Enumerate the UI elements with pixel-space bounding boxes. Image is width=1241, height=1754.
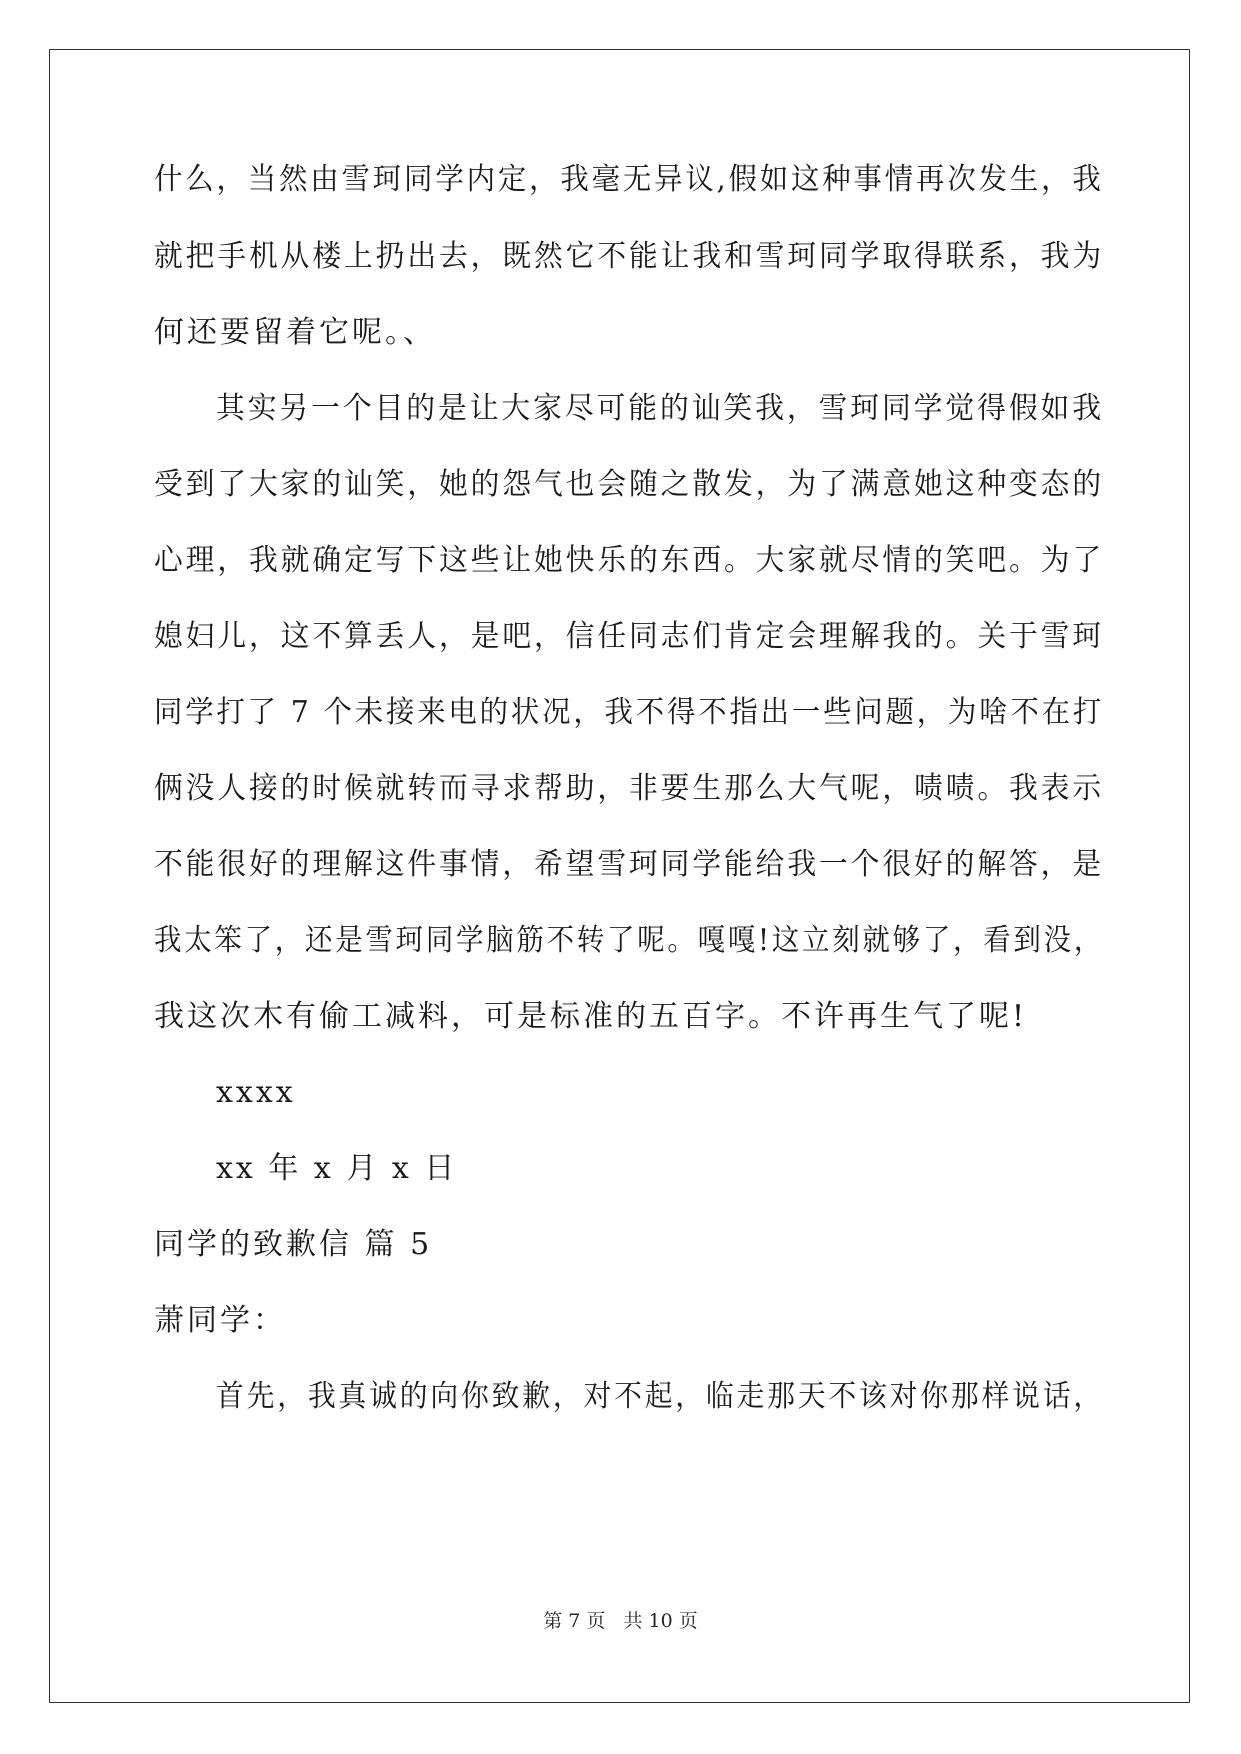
salutation: 萧同学： <box>154 1303 286 1338</box>
text-line: 心理，我就确定写下这些让她快乐的东西。大家就尽情的笑吧。为了 <box>154 543 1105 578</box>
text-line: 何还要留着它呢。、 <box>154 315 436 350</box>
signature-name: xxxx <box>216 1075 296 1110</box>
text-line: 同学打了 7 个未接来电的状况，我不得不指出一些问题，为啥不在打 <box>154 695 1105 730</box>
text-line: 我这次木有偷工减料，可是标准的五百字。不许再生气了呢! <box>154 999 1028 1034</box>
paragraph-start-line: 首先，我真诚的向你致歉，对不起，临走那天不该对你那样说话， <box>216 1379 1105 1414</box>
text-line: 我太笨了，还是雪珂同学脑筋不转了呢。嘎嘎!这立刻就够了，看到没， <box>154 923 1105 958</box>
text-line: 媳妇儿，这不算丢人，是吧，信任同志们肯定会理解我的。关于雪珂 <box>154 619 1105 654</box>
text-line: 就把手机从楼上扔出去，既然它不能让我和雪珂同学取得联系，我为 <box>154 239 1105 274</box>
page-total: 共 10 页 <box>623 1610 698 1632</box>
paragraph-start-line: 其实另一个目的是让大家尽可能的讪笑我，雪珂同学觉得假如我 <box>216 391 1104 426</box>
text-line: 什么，当然由雪珂同学内定，我毫无异议,假如这种事情再次发生，我 <box>154 162 1104 197</box>
text-line: 俩没人接的时候就转而寻求帮助，非要生那么大气呢，啧啧。我表示 <box>154 771 1105 806</box>
signature-date: xx 年 x 月 x 日 <box>216 1151 458 1186</box>
page-number: 第 7 页 <box>543 1610 606 1632</box>
section-heading: 同学的致歉信 篇 5 <box>154 1227 433 1262</box>
text-line: 受到了大家的讪笑，她的怨气也会随之散发，为了满意她这种变态的 <box>154 467 1105 502</box>
text-line: 不能很好的理解这件事情，希望雪珂同学能给我一个很好的解答，是 <box>154 847 1105 882</box>
page-footer <box>0 1606 1241 1633</box>
